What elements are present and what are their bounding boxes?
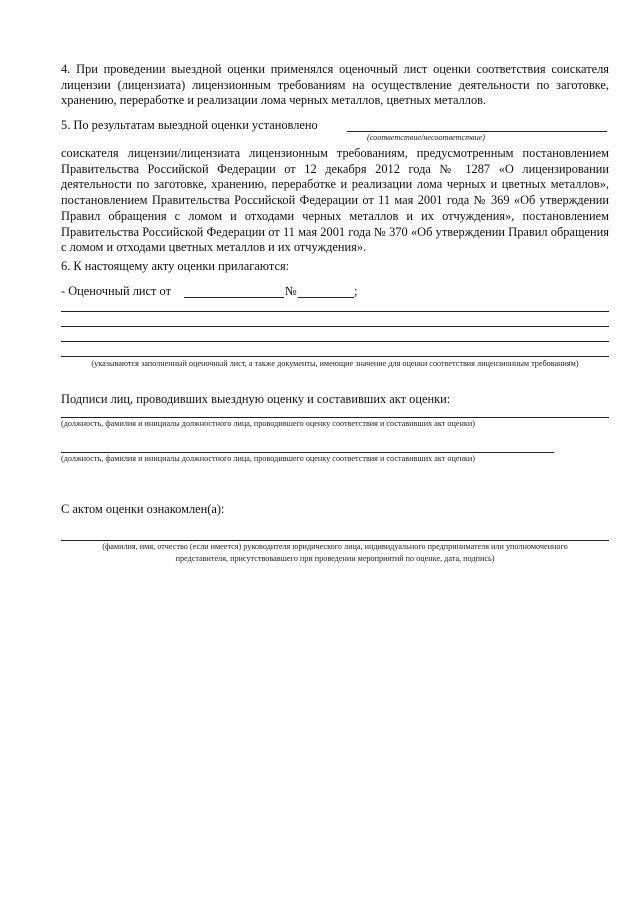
item-5-hint: (соответствие/несоответствие) bbox=[367, 133, 486, 142]
item-5-body: соискателя лицензии/лицензиата лицензионным требованиям, предусмотренным постановлением Правительства Российской Федерации от 12 декабря 2012 года № 1287 «О лицензировании деятельности по заготовке, хранению, переработке и реализации лома черных и цветных металлов», постановлением Правительства Российской Федерации от 11 мая 2001 года № 369 «Об утверждении Правил обращения с ломом и отходами черных металлов и их отчуждения», постановлением Правительства Российской Федерации от 11 мая 2001 года № 370 «Об утверждении Правил обращения с ломом и отходами цветных металлов и их отчуждения». bbox=[61, 146, 609, 255]
acknowledgement-title: С актом оценки ознакомлен(а): bbox=[61, 502, 225, 516]
attachment-hint: (указываются заполненный оценочный лист, а также документы, имеющие значение для оценки соответствия лицензионным требованиям) bbox=[91, 359, 579, 368]
item-4-paragraph: 4. При проведении выездной оценки применялся оценочный лист оценки соответствия соискателя лицензии (лицензиата) лицензионным требованиям на осуществление деятельности по заготовке, хранению, переработке и реализации лома черных металлов, цветных металлов. bbox=[61, 62, 609, 108]
signatures-title: Подписи лиц, проводивших выездную оценку и составивших акт оценки: bbox=[61, 392, 451, 406]
assessment-date-line[interactable] bbox=[184, 297, 284, 298]
number-sign: № bbox=[285, 284, 297, 298]
signature-hint-1: (должность, фамилия и инициалы должностного лица, проводившего оценку соответствия и составивших акт оценки) bbox=[61, 419, 475, 428]
assessment-sheet-label: - Оценочный лист от bbox=[61, 284, 171, 298]
item-6-title: 6. К настоящему акту оценки прилагаются: bbox=[61, 259, 290, 273]
assessment-number-line[interactable] bbox=[298, 297, 354, 298]
attachment-line-4[interactable] bbox=[61, 356, 609, 357]
signature-hint-2: (должность, фамилия и инициалы должностного лица, проводившего оценку соответствия и составивших акт оценки) bbox=[61, 454, 475, 463]
item-5-lead: 5. По результатам выездной оценки установлено bbox=[61, 118, 318, 132]
acknowledgement-hint: (фамилия, имя, отчество (если имеется) руководителя юридического лица, индивидуального предпринимателя или уполномоченного представителя, присутствовавшего при проведении мероприятий по оценке, дата, подпись) bbox=[102, 542, 568, 563]
attachment-line-3[interactable] bbox=[61, 341, 609, 342]
semicolon: ; bbox=[354, 284, 358, 298]
attachment-line-2[interactable] bbox=[61, 326, 609, 327]
attachment-line-1[interactable] bbox=[61, 311, 609, 312]
